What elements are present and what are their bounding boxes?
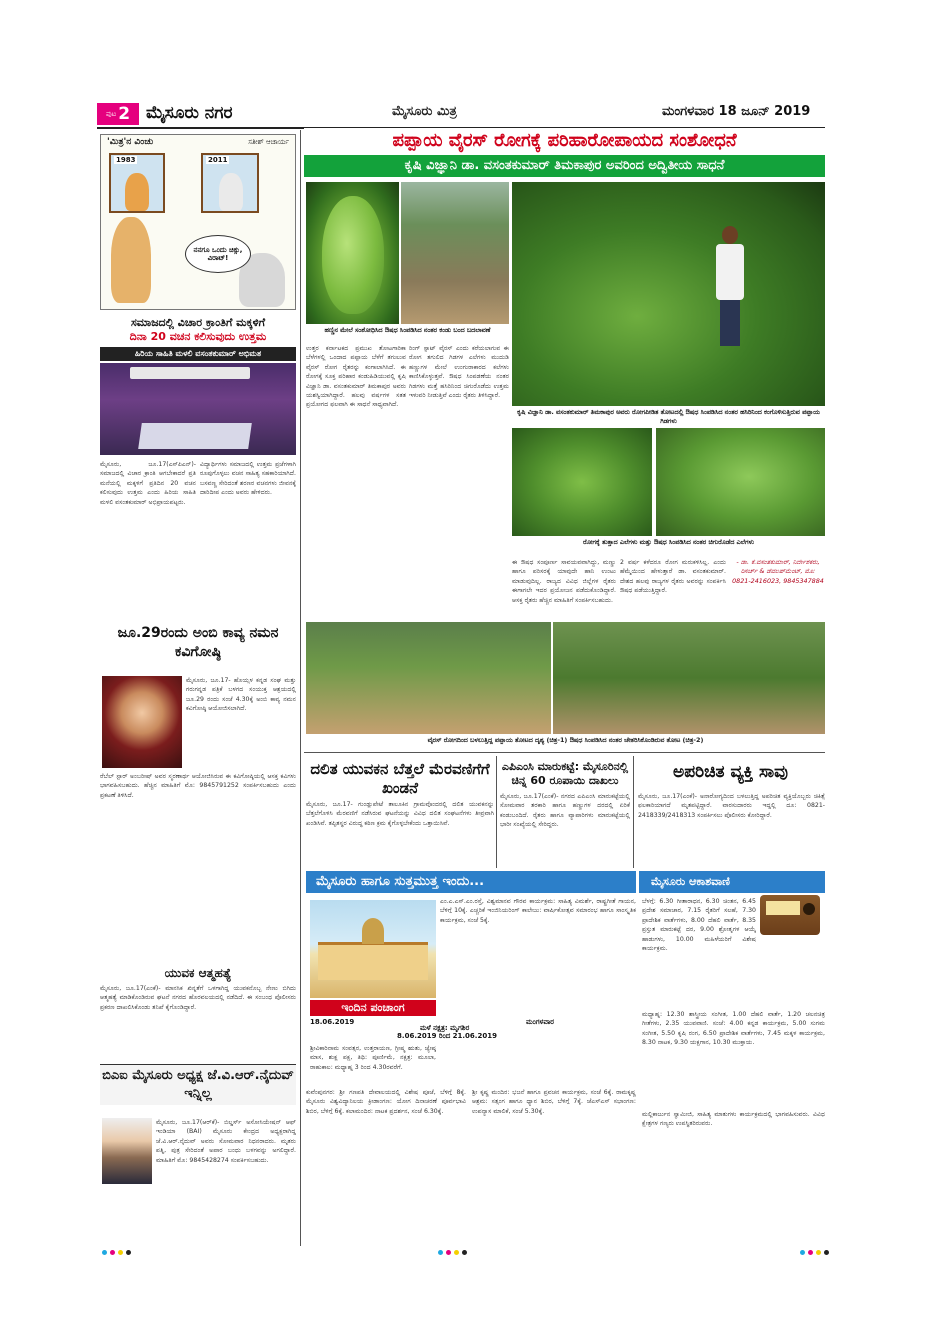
stage-banner-icon xyxy=(130,367,250,379)
cartoon-year-right: 2011 xyxy=(208,156,228,164)
radio-schedule-bar: ಮೈಸೂರು ಆಕಾಶವಾಣಿ xyxy=(639,871,825,893)
mid-row-rule xyxy=(304,752,825,753)
lead-body-col2: ರಿಂಗ್ ಸ್ಪಾಟ್ ವೈರಸ್ ಎಂದು ಕರೆಯಲಾಗುವ ಈ ರೋಗ ತಗುಲಿದ ಗಿಡಗಳ ಎಲೆಗಳು ಮುದುಡಿ ಹಣ್ಣುಗಳ ಮೇಲೆ ಉಂಗುರಾಕಾರದ ಕಲೆಗಳು ಕಾಣಿಸಿಕೊಳ್ಳುತ್ತವೆ. ಔಷಧ ಸಿಂಪಡಣೆಯ ನಂತರ ಗಿಡಗಳು ಮತ್ತೆ ಹಸಿರಿನಿಂದ ಚಿಗುರೊಡೆದು ಉತ್ತಮ ಇಳುವರಿ ನೀಡುತ್ತಿವೆ ಎಂದು ರೈತರು ತಿಳಿಸಿದ್ದಾರೆ. xyxy=(409,345,509,400)
panchanga-weekday: ಮಂಗಳವಾರ xyxy=(526,1018,555,1026)
ambareesh-photo xyxy=(102,676,182,768)
story-stranger-body: ಮೈಸೂರು, ಜೂ.17(ಎಂಕೆ)- ಅನಾರೋಗ್ಯದಿಂದ ಬಳಲುತ್ತಿದ್ದ ಅಪರಿಚಿತ ವ್ಯಕ್ತಿಯೊಬ್ಬರು ಚಿಕಿತ್ಸೆ ಫಲಕಾರಿಯಾಗದೆ ಮೃತಪಟ್ಟಿದ್ದಾರೆ. ವಾರಸುದಾರರು ಇದ್ದಲ್ಲಿ ದೂ: 0821-2418339/2418313 ಸಂಪರ್ಕಿಸಲು ಪೊಲೀಸರು ಕೋರಿದ್ದಾರೆ. xyxy=(638,793,825,819)
story-suicide-headline: ಯುವಕ ಆತ್ಮಹತ್ಯೆ xyxy=(164,966,232,980)
radio-schedule-afternoon: ಮಧ್ಯಾಹ್ನ: 12.30 ಶಾಸ್ತ್ರೀಯ ಸಂಗೀತ, 1.00 ದೆಹಲಿ ವಾರ್ತೆ, 1.20 ಚಲನಚಿತ್ರ ಗೀತೆಗಳು, 2.35 ಯುವವಾಣಿ. ಸಂಜೆ: 4.00 ಕನ್ನಡ ಕಾರ್ಯಕ್ರಮ, 5.00 ಸುಗಮ ಸಂಗೀತ, 5.50 ಕೃಷಿ ರಂಗ, 6.50 ಪ್ರಾದೇಶಿಕ ವಾರ್ತೆಗಳು, 7.45 ಮಕ್ಕಳ ಕಾರ್ಯಕ್ರಮ, 8.30 ನಾಟಕ, 9.30 ಯಕ್ಷಗಾನ, 10.30 ಮುಕ್ತಾಯ. xyxy=(642,1011,825,1047)
story-vachana-kicker: ಹಿರಿಯ ಸಾಹಿತಿ ಮಳಲಿ ವಸಂತಕುಮಾರ್ ಅಭಿಮತ xyxy=(100,347,296,361)
story-suicide-body: ಮೈಸೂರು, ಜೂ.17(ಎಂಕೆ)- ಮಾನಸಿಕ ಖಿನ್ನತೆಗೆ ಒಳಗಾಗಿದ್ದ ಯುವಕನೊಬ್ಬ ನೇಣು ಬಿಗಿದು ಆತ್ಮಹತ್ಯೆ ಮಾಡಿಕೊಂಡಿರುವ ಘಟನೆ ನಗರದ ಹೊರವಲಯದಲ್ಲಿ ನಡೆದಿದೆ. ಈ ಸಂಬಂಧ ಪೊಲೀಸರು ಪ್ರಕರಣ ದಾಖಲಿಸಿಕೊಂಡು ತನಿಖೆ ಕೈಗೊಂಡಿದ್ದಾರೆ. xyxy=(100,985,296,1011)
story-bai-headline: ಬಿಎಐ ಮೈಸೂರು ಅಧ್ಯಕ್ಷ ಜೆ.ವಿ.ಆರ್.ನೈದುವ್ ಇನ್ನಿಲ್ಲ xyxy=(100,1064,296,1105)
story-vachana-body-col2: ವಿದ್ಯಾರ್ಥಿಗಳು ಸಮಾಜದಲ್ಲಿ ಉತ್ತಮ ಪ್ರಜೆಗಳಾಗಿ ರೂಪುಗೊಳ್ಳಲು ವಚನ ಸಾಹಿತ್ಯ ಸಹಕಾರಿಯಾಗಿದೆ. ಬಸವಣ್ಣ ಸೇರಿದಂತೆ ಶರಣರ ವಚನಗಳು ಜೀವನಕ್ಕೆ ದಾರಿದೀಪ ಎಂದು ಅವರು ಹೇಳಿದರು. xyxy=(200,461,296,497)
lead-caption-fruit: ಹಣ್ಣಿನ ಮೇಲೆ ಸಂಶೋಧಿಸಿದ ಔಷಧ ಸಿಂಪಡಿಸಿದ ನಂತರ ಕಂಡು ಬಂದ ಬದಲಾವಣೆ xyxy=(324,326,491,334)
panchanga-body: ಶ್ರೀವಿಕಾರಿನಾಮ ಸಂವತ್ಸರ, ಉತ್ತರಾಯಣ, ಗ್ರೀಷ್ಮ ಋತು, ಜ್ಯೇಷ್ಠ ಮಾಸ, ಶುಕ್ಲ ಪಕ್ಷ, ತಿಥಿ: ಪೂರ್ಣಿಮೆ, ನಕ್ಷತ್ರ: ಮೂಲಾ, ರಾಹುಕಾಲ: ಮಧ್ಯಾಹ್ನ 3 ರಿಂದ 4.30ರವರೆಗೆ. xyxy=(310,1045,436,1071)
papaya-fruit-photo xyxy=(306,182,399,324)
section-title: ಮೈಸೂರು ನಗರ xyxy=(146,103,233,123)
today-events-bar: ಮೈಸೂರು ಹಾಗೂ ಸುತ್ತಮುತ್ತ ಇಂದು... xyxy=(306,871,636,893)
palace-dome-icon xyxy=(362,918,384,944)
cartoon-frame-right xyxy=(201,153,259,213)
lead-subheadline: ಕೃಷಿ ವಿಜ್ಞಾನಿ ಡಾ. ವಸಂತಕುಮಾರ್ ತಿಮಕಾಪುರ ಅವರಿಂದ ಅದ್ವಿತೀಯ ಸಾಧನೆ xyxy=(304,155,825,177)
mysore-palace-photo xyxy=(310,900,436,998)
today-events-col1: ಎಂ.ಎ.ಎಸ್.ಎಂ.ರಸ್ತೆ, ವಿಶ್ವಮಾನವ ಗೌರವ ಕಾರ್ಯಕ್ರಮ: ಸಾಹಿತ್ಯ ವಿಮರ್ಶೆ, ರಾಷ್ಟ್ರಗೀತೆ ಗಾಯನ, ಬೆಳಿಗ್ಗೆ 10ಕ್ಕೆ. ಎಚ್ಚರಿಕೆ ಇಂಜಿನಿಯರಿಂಗ್ ಕಾಲೇಜು: ವಾರ್ಷಿಕೋತ್ಸವ ಸಮಾರಂಭ ಹಾಗೂ ಸಾಂಸ್ಕೃತಿಕ ಕಾರ್ಯಕ್ರಮ, ಸಂಜೆ 5ಕ್ಕೆ. xyxy=(440,898,636,924)
cartoon-panel xyxy=(100,134,296,310)
story-vachana-headline-line2: ದಿನಾ 20 ವಚನ ಕಲಿಸುವುದು ಉತ್ತಮ xyxy=(129,330,267,343)
story-vachana-body-col1: ಮೈಸೂರು, ಜೂ.17(ಎಸ್‌ಪಿಎನ್)- ಸಮಾಜದಲ್ಲಿ ವಿಚಾರ ಕ್ರಾಂತಿ ಆಗಬೇಕಾದರೆ ಪ್ರತಿ ಮನೆಯಲ್ಲಿ ಮಕ್ಕಳಿಗೆ ಪ್ರತಿದಿನ 20 ವಚನ ಕಲಿಸುವುದು ಉತ್ತಮ ಎಂದು ಹಿರಿಯ ಸಾಹಿತಿ ಮಳಲಿ ವಸಂತಕುಮಾರ್ ಅಭಿಪ್ರಾಯಪಟ್ಟರು. xyxy=(100,461,196,506)
cartoon-figure-icon xyxy=(125,173,149,211)
story-stranger-headline: ಅಪರಿಚಿತ ವ್ಯಕ್ತಿ ಸಾವು xyxy=(673,762,788,782)
story-apmc-headline: ಎಪಿಎಂಸಿ ಮಾರುಕಟ್ಟೆ: ಮೈಸೂರಿನಲ್ಲಿ ಚಿನ್ನ 60 ರೂಪಾಯಿ ದಾಖಲು xyxy=(501,760,629,787)
radio-icon xyxy=(760,895,820,935)
story-apmc-body: ಮೈಸೂರು, ಜೂ.17(ಎಂಕೆ)- ನಗರದ ಎಪಿಎಂಸಿ ಮಾರುಕಟ್ಟೆಯಲ್ಲಿ ಸೋಮವಾರ ತರಕಾರಿ ಹಾಗೂ ಹಣ್ಣುಗಳ ದರದಲ್ಲಿ ಏರಿಕೆ ಕಂಡುಬಂದಿದೆ. ರೈತರು ಹಾಗೂ ವ್ಯಾಪಾರಿಗಳು ಮಾರುಕಟ್ಟೆಯಲ್ಲಿ ಭಾರೀ ಸಂಖ್ಯೆಯಲ್ಲಿ ಸೇರಿದ್ದರು. xyxy=(500,793,630,829)
scientist-field-photo xyxy=(512,182,825,406)
panchanga-nakshatra: ಮಳೆ ನಕ್ಷತ್ರ: ಮೃಗಶಿರ xyxy=(420,1024,470,1032)
cartoon-artist: ಸತೀಶ್ ಆಚಾರ್ಯ xyxy=(248,138,289,146)
lead-body-col4: 2 ವರ್ಷ ಕಳೆದರೂ ರೋಗ ಮರುಕಳಿಸಿಲ್ಲ. ಎಂದು ಹೆಮ್ಮೆಯಿಂದ ಹೇಳುತ್ತಾರೆ ಡಾ. ವಸಂತಕುಮಾರ್. ದೇಶದ ಹಲವು ರಾಜ್ಯಗಳ ರೈತರು ಅವರನ್ನು ಸಂಪರ್ಕಿಸಿ ಔಷಧ ಪಡೆಯುತ್ತಿದ್ದಾರೆ. xyxy=(620,559,726,595)
today-events-col2: ಕುವೆಂಪುನಗರ: ಶ್ರೀ ಗಣಪತಿ ದೇವಾಲಯದಲ್ಲಿ ವಿಶೇಷ ಪೂಜೆ, ಬೆಳಿಗ್ಗೆ 8ಕ್ಕೆ. ಮೈಸೂರು ವಿಶ್ವವಿದ್ಯಾನಿಲಯ ಕ್ರೀಡಾಂಗಣ: ಯೋಗ ದಿನಾಚರಣೆ ಪೂರ್ವಭಾವಿ ಶಿಬಿರ, ಬೆಳಿಗ್ಗೆ 6ಕ್ಕೆ. ಕಲಾಮಂದಿರ: ನಾಟಕ ಪ್ರದರ್ಶನ, ಸಂಜೆ 6.30ಕ್ಕೆ. xyxy=(306,1089,466,1115)
page-number-badge xyxy=(97,103,139,125)
mid-divider-1 xyxy=(496,756,497,868)
registration-dots-right xyxy=(800,1250,829,1255)
column-divider xyxy=(300,130,301,1246)
lead-caption-orchards: ವೈರಸ್ ರೋಗದಿಂದ ಬಳಲುತ್ತಿದ್ದ ಪಪ್ಪಾಯ ತೋಟದ ದೃಶ್ಯ (ಚಿತ್ರ-1) ಔಷಧ ಸಿಂಪಡಿಸಿದ ನಂತರ ಚೇತರಿಸಿಕೊಂಡಿರುವ ತೋಟ (ಚಿತ್ರ-2) xyxy=(427,736,704,744)
papaya-fruit-icon xyxy=(322,196,384,314)
page-number: 2 xyxy=(118,104,131,124)
panchanga-range: 8.06.2019 ರಿಂದ 21.06.2019 xyxy=(397,1032,497,1040)
lead-caption-leaves: ರೋಗಕ್ಕೆ ತುತ್ತಾದ ಎಲೆಗಳು ಮತ್ತು ಔಷಧ ಸಿಂಪಡಿಸಿದ ನಂತರ ಚಿಗುರೊಡೆದ ಎಲೆಗಳು xyxy=(582,538,755,546)
registration-dots-center xyxy=(438,1250,467,1255)
panchanga-title: ಇಂದಿನ ಪಂಚಾಂಗ xyxy=(310,1000,436,1016)
cartoon-year-left: 1983 xyxy=(116,156,136,164)
story-vachana-headline xyxy=(100,316,296,361)
cartoon-man-icon xyxy=(111,217,151,303)
registration-dots-left xyxy=(102,1250,131,1255)
mid-divider-2 xyxy=(633,756,634,868)
lead-headline: ಪಪ್ಪಾಯ ವೈರಸ್ ರೋಗಕ್ಕೆ ಪರಿಹಾರೋಪಾಯದ ಸಂಶೋಧನೆ xyxy=(304,128,825,154)
palace-building-icon xyxy=(318,942,428,980)
dateline: ಮಂಗಳವಾರ 18 ಜೂನ್ 2019 xyxy=(662,104,811,119)
healthy-leaf-photo xyxy=(656,428,825,536)
radio-schedule-morning: ಬೆಳಗ್ಗೆ: 6.30 ಗೀತಾರಾಧನ, 6.30 ಚಿಂತನ, 6.45 ಪ್ರದೇಶ ಸಮಾಚಾರ, 7.15 ರೈತರಿಗೆ ಸಲಹೆ, 7.30 ಪ್ರಾದೇಶಿಕ ವಾರ್ತೆಗಳು, 8.00 ದೆಹಲಿ ವಾರ್ತೆ, 8.35 ಪ್ರಸ್ತುತ ಮಾರುಕಟ್ಟೆ ದರ, 9.00 ಶ್ರೋತೃಗಳ ಆಯ್ಕೆ ಹಾಡುಗಳು, 10.00 ಮಹಿಳೆಯರಿಗೆ ವಿಶೇಷ ಕಾರ್ಯಕ್ರಮ. xyxy=(642,898,756,953)
cartoon-speech-bubble: ನನಗೂ ಒಂದು ಚಿಕ್ಸು, ವಿರಾಟ್! xyxy=(185,235,251,273)
story-ambi-body-col1: ಮೈಸೂರು, ಜೂ.17- ಹೊಯ್ಸಳ ಕನ್ನಡ ಸಂಘ ಮತ್ತು ಗರುಗನ್ನಡ ಪತ್ರಿಕೆ ಬಳಗದ ಸಂಯುಕ್ತ ಆಶ್ರಯದಲ್ಲಿ ಜೂ.29 ರಂದು ಸಂಜೆ 4.30ಕ್ಕೆ ಅಂಬಿ ಕಾವ್ಯ ನಮನ ಕವಿಗೋಷ್ಠಿ ಆಯೋಜಿಸಲಾಗಿದೆ. xyxy=(186,677,296,713)
stage-photo xyxy=(100,363,296,455)
panchanga-date: 18.06.2019 xyxy=(310,1018,355,1026)
story-bai-body: ಮೈಸೂರು, ಜೂ.17(ಆರ್‌ಕೆ)- ಬಿಲ್ಡರ್ಸ್ ಅಸೋಸಿಯೇಷನ್ ಆಫ್ ಇಂಡಿಯಾ (BAI) ಮೈಸೂರು ಕೇಂದ್ರದ ಅಧ್ಯಕ್ಷರಾಗಿದ್ದ ಜೆ.ವಿ.ಆರ್.ನೈದುವ್ ಅವರು ಸೋಮವಾರ ನಿಧನರಾದರು. ಮೃತರು ಪತ್ನಿ, ಪುತ್ರ ಸೇರಿದಂತೆ ಅಪಾರ ಬಂಧು ಬಳಗವನ್ನು ಅಗಲಿದ್ದಾರೆ. ಮಾಹಿತಿಗೆ ಮೊ: 9845428274 ಸಂಪರ್ಕಿಸಬಹುದು. xyxy=(156,1119,296,1164)
scientist-figure-icon xyxy=(712,226,748,346)
lead-body-col1: ಉತ್ತರ ಕರ್ನಾಟಕದ ಪ್ರಮುಖ ತೋಟಗಾರಿಕಾ ಬೆಳೆಗಳಲ್ಲಿ ಒಂದಾದ ಪಪ್ಪಾಯ ಬೆಳೆಗೆ ತಗುಲುವ ವೈರಸ್ ರೋಗ ರೈತರನ್ನು ಕಂಗಾಲಾಗಿಸಿದೆ. ಈ ರೋಗಕ್ಕೆ ಸೂಕ್ತ ಪರಿಹಾರ ಕಂಡುಹಿಡಿಯುವಲ್ಲಿ ಕೃಷಿ ವಿಜ್ಞಾನಿ ಡಾ. ವಸಂತಕುಮಾರ್ ತಿಮಕಾಪುರ ಅವರು ಯಶಸ್ವಿಯಾಗಿದ್ದಾರೆ. ಹಲವು ವರ್ಷಗಳ ಸತತ ಪ್ರಯೋಗದ ಫಲವಾಗಿ ಈ ಸಾಧನೆ ಸಾಧ್ಯವಾಗಿದೆ. xyxy=(306,345,406,409)
papaya-orchard-photo xyxy=(401,182,509,324)
cartoon-figure-icon xyxy=(219,173,243,211)
story-vachana-headline-line1: ಸಮಾಜದಲ್ಲಿ ವಿಚಾರ ಕ್ರಾಂತಿಗೆ ಮಕ್ಕಳಿಗೆ xyxy=(130,316,266,329)
diseased-leaf-photo xyxy=(512,428,652,536)
orchard-before-photo xyxy=(306,622,551,734)
story-dalit-body: ಮೈಸೂರು, ಜೂ.17- ಗುಂಡ್ಲುಪೇಟೆ ತಾಲೂಕಿನ ಗ್ರಾಮವೊಂದರಲ್ಲಿ ದಲಿತ ಯುವಕನನ್ನು ಬೆತ್ತಲೆಗೊಳಿಸಿ ಮೆರವಣಿಗೆ ನಡೆಸಿರುವ ಘಟನೆಯನ್ನು ವಿವಿಧ ದಲಿತ ಸಂಘಟನೆಗಳು ತೀವ್ರವಾಗಿ ಖಂಡಿಸಿವೆ. ತಪ್ಪಿತಸ್ಥರ ವಿರುದ್ಧ ಕಠಿಣ ಕ್ರಮ ಕೈಗೊಳ್ಳಬೇಕೆಂದು ಒತ್ತಾಯಿಸಿವೆ. xyxy=(306,801,494,827)
stage-podium-icon xyxy=(138,423,252,449)
cartoon-frame-left xyxy=(109,153,165,213)
masthead: ಮೈಸೂರು ಮಿತ್ರ xyxy=(392,104,457,119)
story-dalit-headline: ದಲಿತ ಯುವಕನ ಬೆತ್ತಲೆ ಮೆರವಣಿಗೆಗೆ ಖಂಡನೆ xyxy=(310,760,490,797)
lead-byline: - ಡಾ. ಕೆ.ವಸಂತಕುಮಾರ್, ನಿರ್ದೇಶಕರು, ರಿಸರ್ಚ್ & ಡೆವಲಪ್‌ಮೆಂಟ್, ಮೊ: 0821-2416023, 9845347884 xyxy=(732,558,824,585)
orchard-after-photo xyxy=(553,622,825,734)
lead-body-col3: ಈ ಔಷಧ ಸಂಪೂರ್ಣ ಸಾವಯವವಾಗಿದ್ದು, ಮಣ್ಣು ಹಾಗೂ ಪರಿಸರಕ್ಕೆ ಯಾವುದೇ ಹಾನಿ ಉಂಟು ಮಾಡುವುದಿಲ್ಲ. ರಾಜ್ಯದ ವಿವಿಧ ಜಿಲ್ಲೆಗಳ ರೈತರು ಈಗಾಗಲೇ ಇದರ ಪ್ರಯೋಜನ ಪಡೆದುಕೊಂಡಿದ್ದಾರೆ. ಆಸಕ್ತ ರೈತರು ಹೆಚ್ಚಿನ ಮಾಹಿತಿಗೆ ಸಂಪರ್ಕಿಸಬಹುದು. xyxy=(512,559,616,604)
story-ambi-headline: ಜೂ.29ರಂದು ಅಂಬಿ ಕಾವ್ಯ ನಮನ ಕವಿಗೋಷ್ಠಿ xyxy=(117,625,279,660)
today-events-col3: ಶ್ರೀ ಕೃಷ್ಣ ಮಂದಿರ: ಭಜನೆ ಹಾಗೂ ಪ್ರವಚನ ಕಾರ್ಯಕ್ರಮ, ಸಂಜೆ 6ಕ್ಕೆ. ರಾಮಕೃಷ್ಣ ಆಶ್ರಮ: ಸತ್ಸಂಗ ಹಾಗೂ ಧ್ಯಾನ ಶಿಬಿರ, ಬೆಳಿಗ್ಗೆ 7ಕ್ಕೆ. ಜೆಎಸ್‌ಎಸ್ ಸಭಾಂಗಣ: ಉಪನ್ಯಾಸ ಮಾಲಿಕೆ, ಸಂಜೆ 5.30ಕ್ಕೆ. xyxy=(472,1089,636,1115)
lead-caption-field: ಕೃಷಿ ವಿಜ್ಞಾನಿ ಡಾ. ವಸಂತಕುಮಾರ್ ತಿಮಕಾಪುರ ಅವರು ರೋಗಪೀಡಿತ ತೋಟದಲ್ಲಿ ಔಷಧ ಸಿಂಪಡಿಸಿದ ನಂತರ ಹಸಿರಿನಿಂದ ಕಂಗೊಳಿಸುತ್ತಿರುವ ಪಪ್ಪಾಯ ಗಿಡಗಳು xyxy=(517,408,820,425)
page-label: ಪುಟ xyxy=(105,109,117,118)
cartoon-title: 'ಮಿತ್ರ'ನ ವಿಂಚು xyxy=(107,137,154,147)
radio-schedule-extra: ಮಲ್ಲಿಕಾರ್ಜುನ ಸ್ವಾಮೀಜಿ, ಸಾಹಿತ್ಯ ಮಾತುಗಳು ಕಾರ್ಯಕ್ರಮದಲ್ಲಿ ಭಾಗವಹಿಸುವರು. ವಿವಿಧ ಕ್ಷೇತ್ರಗಳ ಗಣ್ಯರು ಉಪಸ್ಥಿತರಿರುವರು. xyxy=(642,1111,825,1128)
story-ambi-body-col2: ರೆಬೆಲ್ ಸ್ಟಾರ್ ಅಂಬರೀಷ್ ಅವರ ಸ್ಮರಣಾರ್ಥ ಆಯೋಜಿಸಿರುವ ಈ ಕವಿಗೋಷ್ಠಿಯಲ್ಲಿ ಆಸಕ್ತ ಕವಿಗಳು ಭಾಗವಹಿಸಬಹುದು. ಹೆಚ್ಚಿನ ಮಾಹಿತಿಗೆ ಮೊ: 9845791252 ಸಂಪರ್ಕಿಸಬಹುದು ಎಂದು ಪ್ರಕಟಣೆ ತಿಳಿಸಿದೆ. xyxy=(100,773,296,799)
naidu-photo xyxy=(102,1118,152,1184)
